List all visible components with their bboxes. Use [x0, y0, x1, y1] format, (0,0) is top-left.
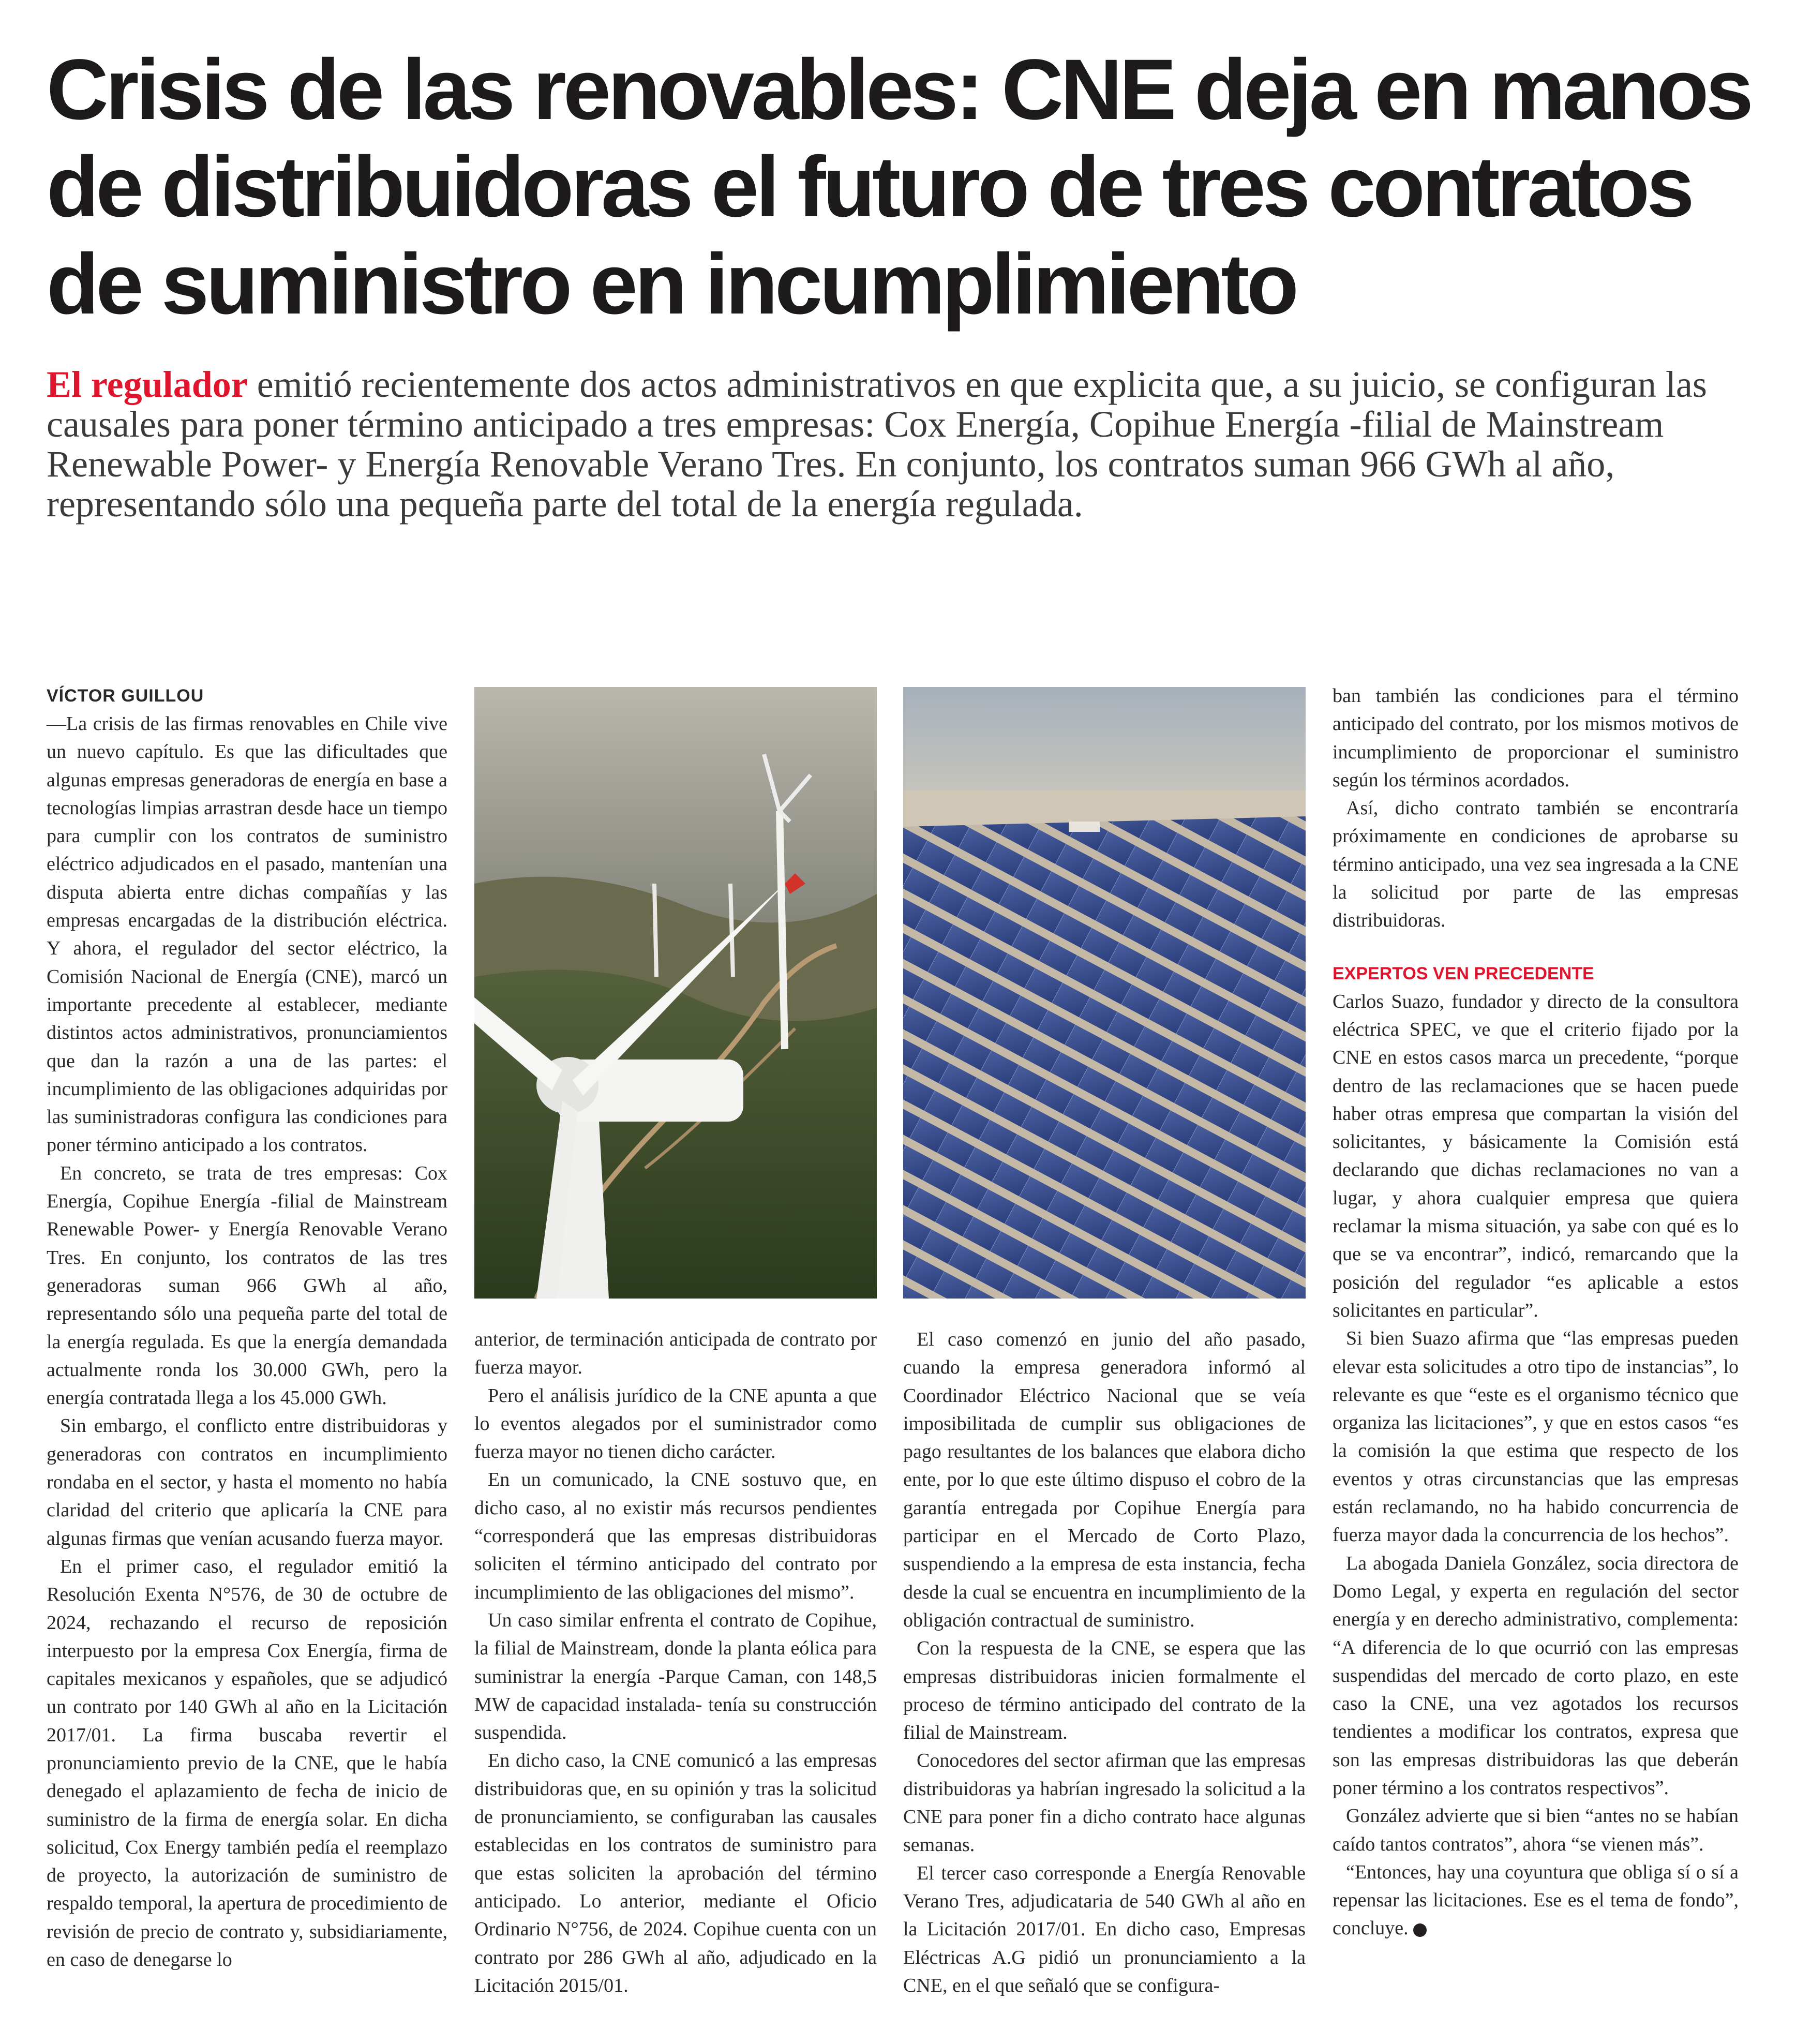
dek-lead: El regulador: [47, 364, 248, 405]
dek: [47, 365, 1754, 524]
closing-paragraph: [1333, 1858, 1739, 1943]
paragraph: Si bien Suazo afirma que “las empresas pueden elevar esta solicitudes a otro tipo de instancias”, lo relevante es que “este es el organismo técnico que organiza las licitaciones”, y que en estos casos “es la comisión la que estima que respecto de los eventos y otras circunstancias que las empresas están reclamando, no ha habido concurrencia de fuerza mayor dada la concurrencia de los hechos”.: [1333, 1327, 1739, 1546]
paragraph: ban también las condiciones para el término anticipado del contrato, por los mismos motivos de incumplimiento de proporcionar el suministro según los términos acordados.: [1333, 685, 1739, 791]
wind-turbines-photo: [474, 687, 877, 1299]
column-1: [47, 682, 447, 1974]
paragraph: —La crisis de las firmas renovables en Chile vive un nuevo capítulo. Es que las dificultades que algunas empresas generadoras de energía en base a tecnologías limpias arrastran desde hace un tiempo para cumplir con los contratos de suministro eléctrico adjudicados en el pasado, mantenían una disputa abierta entre dichas compañías y las empresas encargadas de la distribución eléctrica. Y ahora, el regulador del sector eléctrico, la Comisión Nacional de Energía (CNE), marcó un importante precedente al establecer, mediante distintos actos administrativos, pronunciamientos que dan la razón a una de las partes: el incumplimiento de las obligaciones adquiridas por las suministradoras configura las condiciones para poner término anticipado a los contratos.: [47, 713, 447, 1156]
paragraph: Pero el análisis jurídico de la CNE apunta a que lo eventos alegados por el suministrador como fuerza mayor no tienen dicho carácter.: [474, 1384, 877, 1463]
paragraph: La abogada Daniela González, socia directora de Domo Legal, y experta en regulación del sector energía y en derecho administrativo, complementa: “A diferencia de lo que ocurrió con las empresas suspendidas del mercado de corto plazo, en este caso la CNE, una vez agotados los recursos tendientes a modificar los contratos, expresa que son las empresas distribuidoras las que deberán poner término a los contratos respectivos”.: [1333, 1552, 1739, 1799]
paragraph: El caso comenzó en junio del año pasado, cuando la empresa generadora informó al Coordinador Eléctrico Nacional que se veía imposibilitada de cumplir sus obligaciones de pago resultantes de los balances que elabora dicho ente, por lo que este último dispuso el cobro de la garantía entregada por Copihue Energía para participar en el Mercado de Corto Plazo, suspendiendo a la empresa de esta instancia, fecha desde la cual se encuentra en incumplimiento de la obligación contractual de suministro.: [903, 1329, 1306, 1631]
paragraph: Sin embargo, el conflicto entre distribuidoras y generadoras con contratos en incumplimiento rondaba en el sector, y hasta el momento no había claridad del criterio que aplicaría la CNE para algunas firmas que venían acusando fuerza mayor.: [47, 1415, 447, 1549]
byline: VÍCTOR GUILLOU: [47, 686, 204, 706]
paragraph: Un caso similar enfrenta el contrato de Copihue, la filial de Mainstream, donde la planta eólica para suministrar la energía -Parque Caman, con 148,5 MW de capacidad instalada- tenía su construcción suspendida.: [474, 1609, 877, 1744]
paragraph: Carlos Suazo, fundador y directo de la consultora eléctrica SPEC, ve que el criterio fijado por la CNE en estos casos marca un precedente, “porque dentro de las reclamaciones que se hacen puede haber otras empresa que compartan la visión del solicitantes, y básicamente la Comisión está declarando que dichas reclamaciones no van a lugar, y ahora cualquier empresa que quiera reclamar la misma situación, ya sabe con qué es lo que se va encontrar”, indicó, remarcando que la posición del regulador “es aplicable a estos solicitantes en particular”.: [1333, 990, 1739, 1321]
dek-body: emitió recientemente dos actos administrativos en que explicita que, a su juicio, se configuran las causales para poner término anticipado a tres empresas: Cox Energía, Copihue Energía -filial de Mainstream Renewable Power- y Energía Renovable Verano Tres. En conjunto, los contratos suman 966 GWh al año, representando sólo una pequeña parte del total de la energía regulada.: [47, 364, 1707, 525]
closing-text: “Entonces, hay una coyuntura que obliga sí o sí a repensar las licitaciones. Ese es el tema de fondo”, concluye.: [1333, 1861, 1739, 1939]
column-4: [1333, 682, 1739, 1943]
paragraph: El tercer caso corresponde a Energía Renovable Verano Tres, adjudicataria de 540 GWh al año en la Licitación 2017/01. En dicho caso, Empresas Eléctricas A.G pidió un pronunciamiento a la CNE, en el que señaló que se configura-: [903, 1862, 1306, 1996]
headline: Crisis de las renovables: CNE deja en manos de distribuidoras el futuro de tres contratos de suministro en incumplimiento: [47, 42, 1750, 332]
paragraph: Conocedores del sector afirman que las empresas distribuidoras ya habrían ingresado la solicitud a la CNE para poner fin a dicho contrato hace algunas semanas.: [903, 1750, 1306, 1856]
solar-panels-photo: [903, 687, 1306, 1299]
paragraph: Así, dicho contrato también se encontraría próximamente en condiciones de aprobarse su término anticipado, una vez sea ingresada a la CNE la solicitud por parte de las empresas distribuidoras.: [1333, 797, 1739, 932]
paragraph: González advierte que si bien “antes no se habían caído tantos contratos”, ahora “se vienen más”.: [1333, 1805, 1739, 1855]
paragraph: anterior, de terminación anticipada de contrato por fuerza mayor.: [474, 1329, 877, 1379]
subhead: EXPERTOS VEN PRECEDENTE: [1333, 963, 1594, 983]
paragraph: En un comunicado, la CNE sostuvo que, en dicho caso, al no existir más recursos pendientes “corresponderá que las empresas distribuidoras soliciten el término anticipado del contrato por incumplimiento de las obligaciones del mismo”.: [474, 1469, 877, 1603]
paragraph: En concreto, se trata de tres empresas: Cox Energía, Copihue Energía -filial de Mainstream Renewable Power- y Energía Renovable Verano Tres. En conjunto, los contratos de las tres generadoras suman 966 GWh al año, representando sólo una pequeña parte del total de la energía regulada. Es que la energía demandada actualmente ronda los 30.000 GWh, pero la energía contratada llega a los 45.000 GWh.: [47, 1162, 447, 1409]
end-mark-icon: [1413, 1923, 1427, 1937]
paragraph: Con la respuesta de la CNE, se espera que las empresas distribuidoras inicien formalmente el proceso de término anticipado del contrato de la filial de Mainstream.: [903, 1637, 1306, 1744]
column-2: [474, 1325, 877, 2000]
column-3: [903, 1325, 1306, 2000]
paragraph: En el primer caso, el regulador emitió la Resolución Exenta N°576, de 30 de octubre de 2024, rechazando el recurso de reposición interpuesto por la empresa Cox Energía, firma de capitales mexicanos y españoles, que se adjudicó un contrato por 140 GWh al año en la Licitación 2017/01. La firma buscaba revertir el pronunciamiento previo de la CNE, que le había denegado el aplazamiento de fecha de inicio de suministro de la firma de energía solar. En dicha solicitud, Cox Energy también pedía el reemplazo de proyecto, la autorización de suministro de respaldo temporal, la apertura de procedimiento de revisión de precio de contrato y, subsidiariamente, en caso de denegarse lo: [47, 1555, 447, 1971]
paragraph: En dicho caso, la CNE comunicó a las empresas distribuidoras que, en su opinión y tras la solicitud de pronunciamiento, se configuraban las causales establecidas en los contratos de suministro para que estas soliciten la aprobación del término anticipado. Lo anterior, mediante el Oficio Ordinario N°756, de 2024. Copihue cuenta con un contrato por 286 GWh al año, adjudicado en la Licitación 2015/01.: [474, 1750, 877, 1996]
